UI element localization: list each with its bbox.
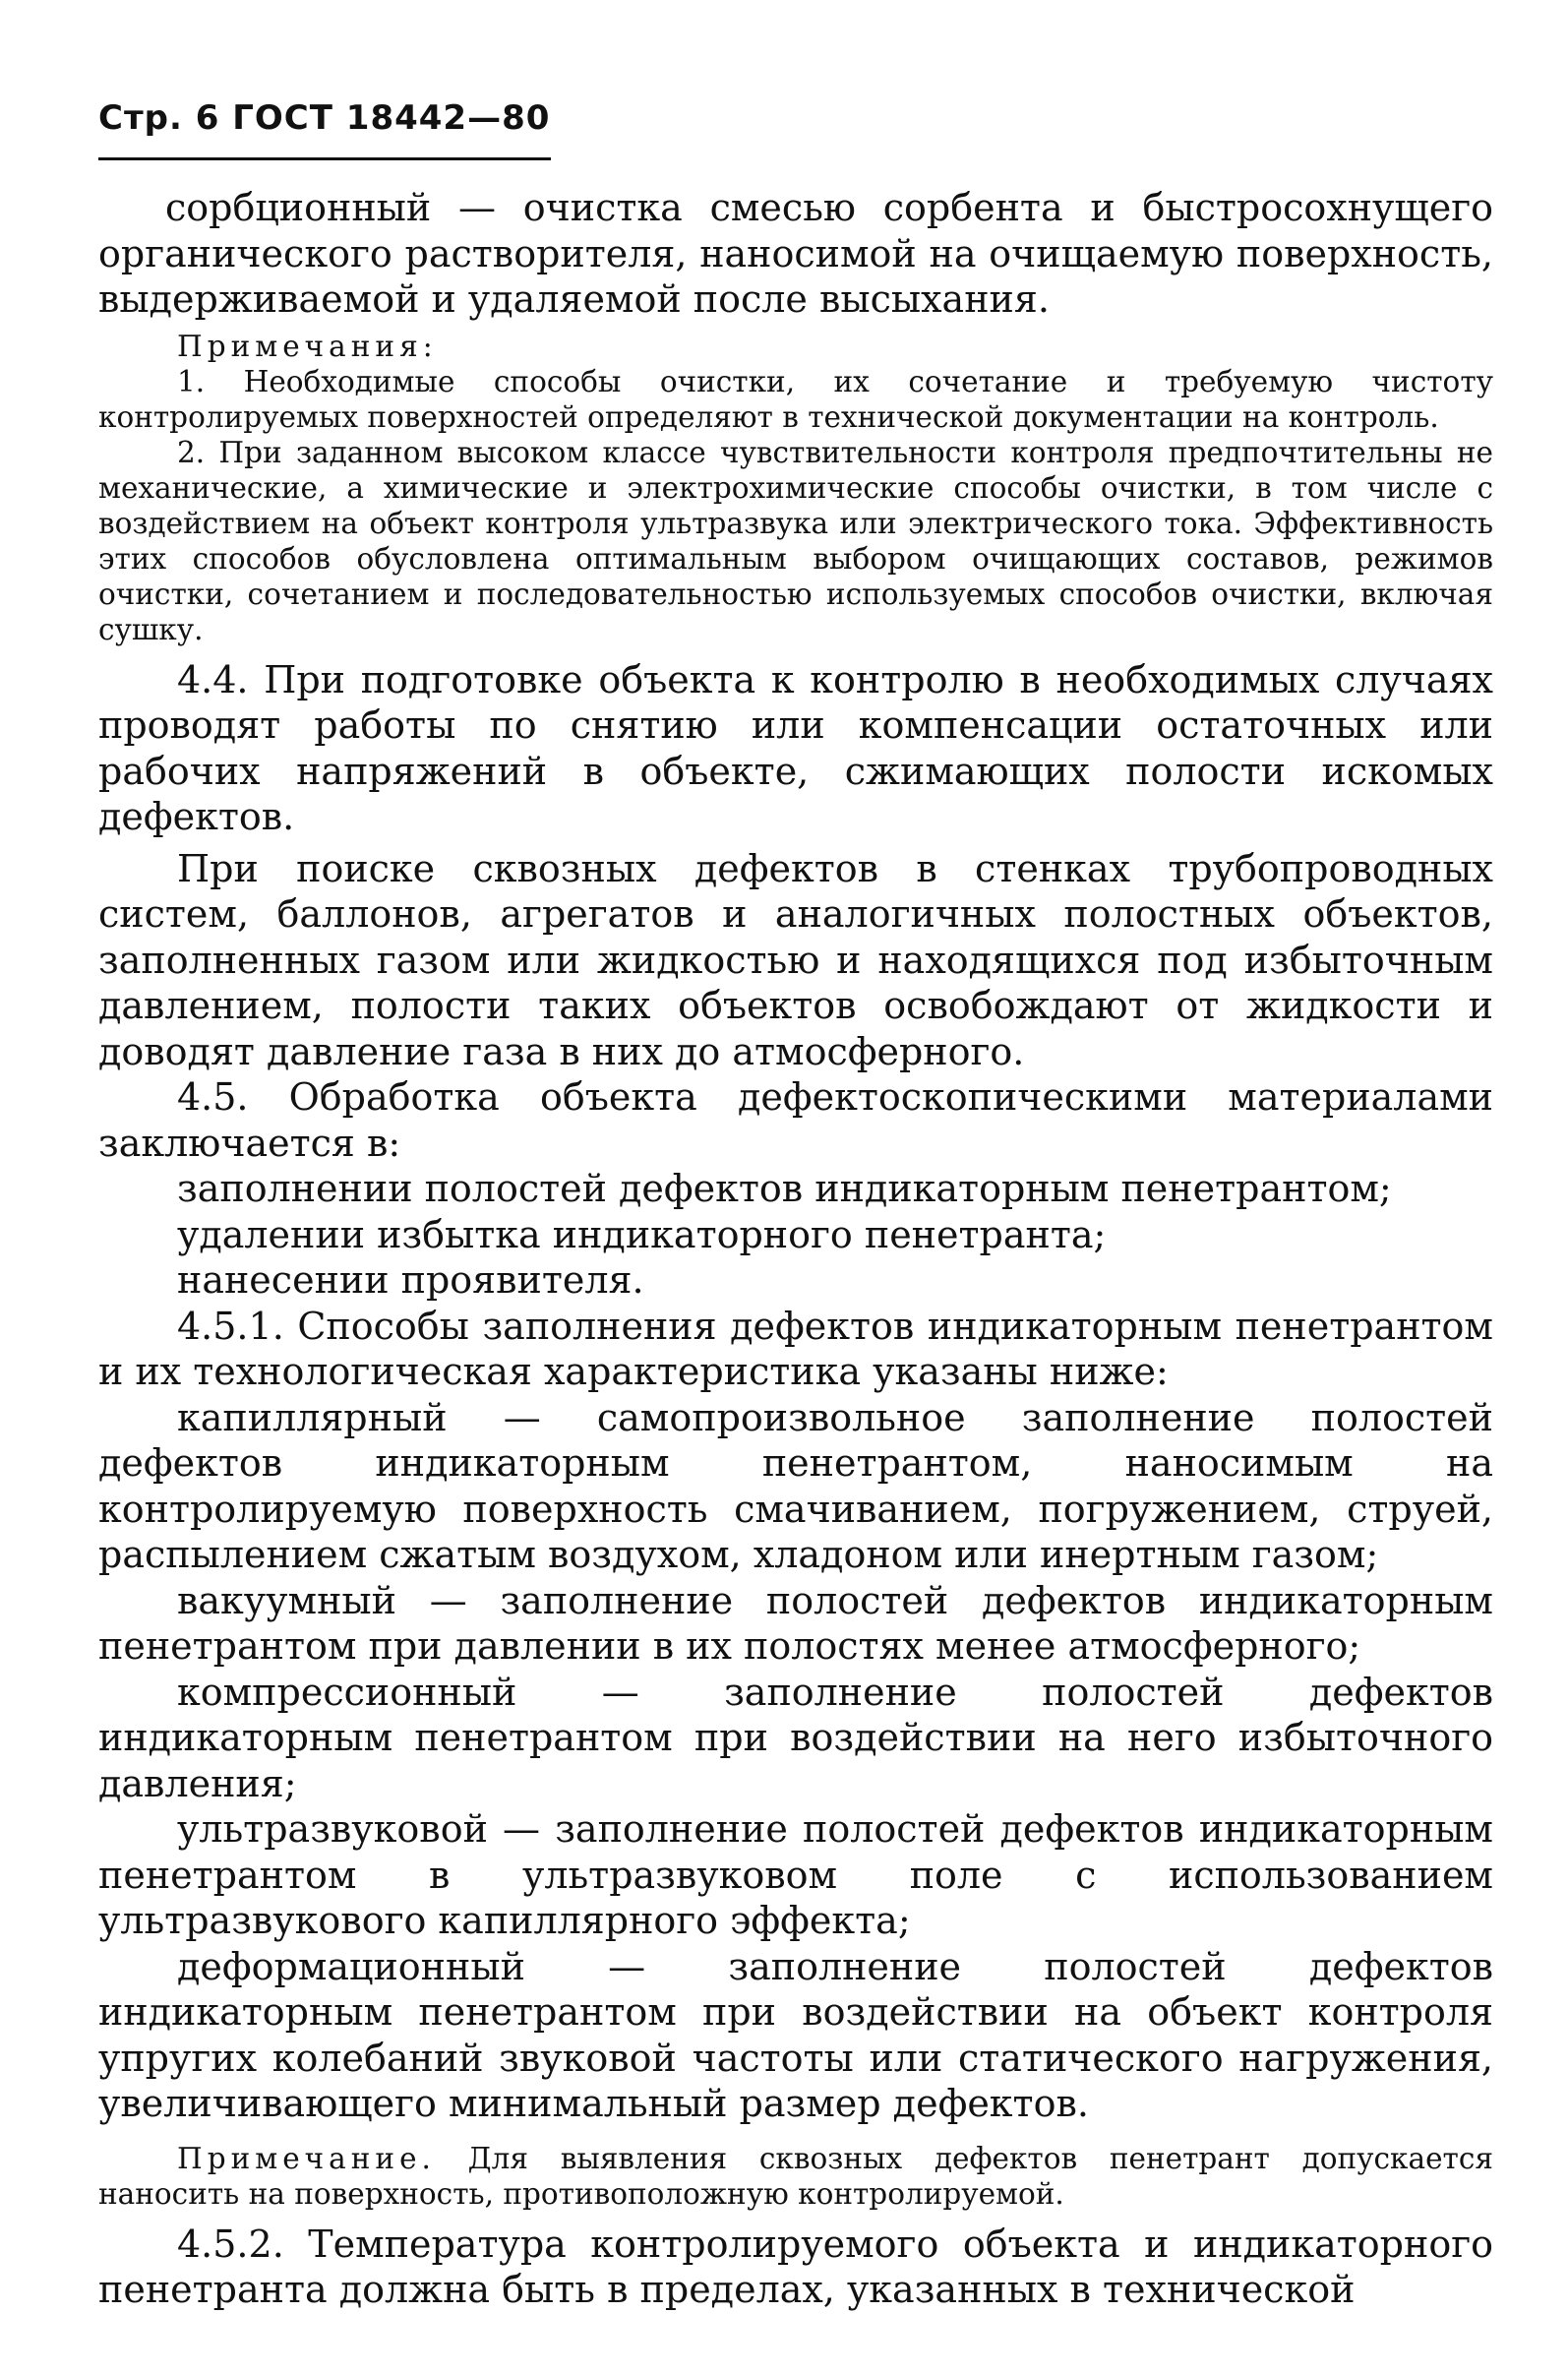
page-header: Стр. 6 ГОСТ 18442—80: [98, 98, 551, 138]
method-deformation: деформационный — заполнение полостей дефектов индикаторным пенетрантом при воздействии на объект контроля упругих колебаний звуковой частоты или статического нагружения, увеличивающего минимальный размер дефектов.: [98, 1944, 1493, 2125]
paragraph-4-4-continued: При поиске сквозных дефектов в стенках трубопроводных систем, баллонов, агрегатов и аналогичных полостных объектов, заполненных газом или жидкостью и находящихся под избыточным давлением, полости таких объектов освобождают от жидкости и доводят давление газа в них до атмосферного.: [98, 846, 1493, 1073]
paragraph-4-5-2: 4.5.2. Температура контролируемого объекта и индикаторного пенетранта должна быть в пределах, указанных в технической: [98, 2222, 1493, 2311]
note-2: 2. При заданном высоком классе чувствительности контроля предпочтительны не механические, а химические и электрохимические способы очистки, в том числе с воздействием на объект контроля ультразвука или электрического тока. Эффективность этих способов обусловлена оптимальным выбором очищающих составов, режимов очистки, сочетанием и последовательностью используемых способов очистки, включая сушку.: [98, 435, 1493, 646]
note-penetrant-text: Для выявления сквозных дефектов пенетрант допускается наносить на поверхность, противоположную контролируемой.: [98, 2141, 1493, 2211]
header-divider: [98, 157, 551, 160]
notes-label: Примечания:: [177, 329, 438, 363]
method-vacuum: вакуумный — заполнение полостей дефектов индикаторным пенетрантом при давлении в их полостях менее атмосферного;: [98, 1578, 1493, 1668]
list-item: удалении избытка индикаторного пенетранта;: [177, 1212, 1107, 1256]
method-ultrasonic: ультразвуковой — заполнение полостей дефектов индикаторным пенетрантом в ультразвуковом поле с использованием ультразвукового капиллярного эффекта;: [98, 1807, 1493, 1942]
paragraph-4-5-1: 4.5.1. Способы заполнения дефектов индикаторным пенетрантом и их технологическая характеристика указаны ниже:: [98, 1304, 1493, 1393]
paragraph-4-4: 4.4. При подготовке объекта к контролю в необходимых случаях проводят работы по снятию или компенсации остаточных или рабочих напряжений в объекте, сжимающих полости искомых дефектов.: [98, 657, 1493, 838]
list-item: заполнении полостей дефектов индикаторным пенетрантом;: [177, 1167, 1392, 1210]
paragraph-sorption: сорбционный — очистка смесью сорбента и быстросохнущего органического растворителя, наносимой на очищаемую поверхность, выдерживаемой и удаляемой после высыхания.: [98, 186, 1493, 321]
note-penetrant: [98, 2141, 1493, 2212]
note-penetrant-label: Примечание.: [177, 2141, 436, 2175]
method-capillary: капиллярный — самопроизвольное заполнение полостей дефектов индикаторным пенетрантом, наносимым на контролируемую поверхность смачиванием, погружением, струей, распылением сжатым воздухом, хладоном или инертным газом;: [98, 1395, 1493, 1576]
note-1: 1. Необходимые способы очистки, их сочетание и требуемую чистоту контролируемых поверхностей определяют в технической документации на контроль.: [98, 364, 1493, 434]
list-item: нанесении проявителя.: [177, 1258, 644, 1302]
method-compression: компрессионный — заполнение полостей дефектов индикаторным пенетрантом при воздействии на него избыточного давления;: [98, 1670, 1493, 1805]
paragraph-4-5: 4.5. Обработка объекта дефектоскопическими материалами заключается в:: [98, 1075, 1493, 1165]
page-content: [98, 185, 1493, 2313]
